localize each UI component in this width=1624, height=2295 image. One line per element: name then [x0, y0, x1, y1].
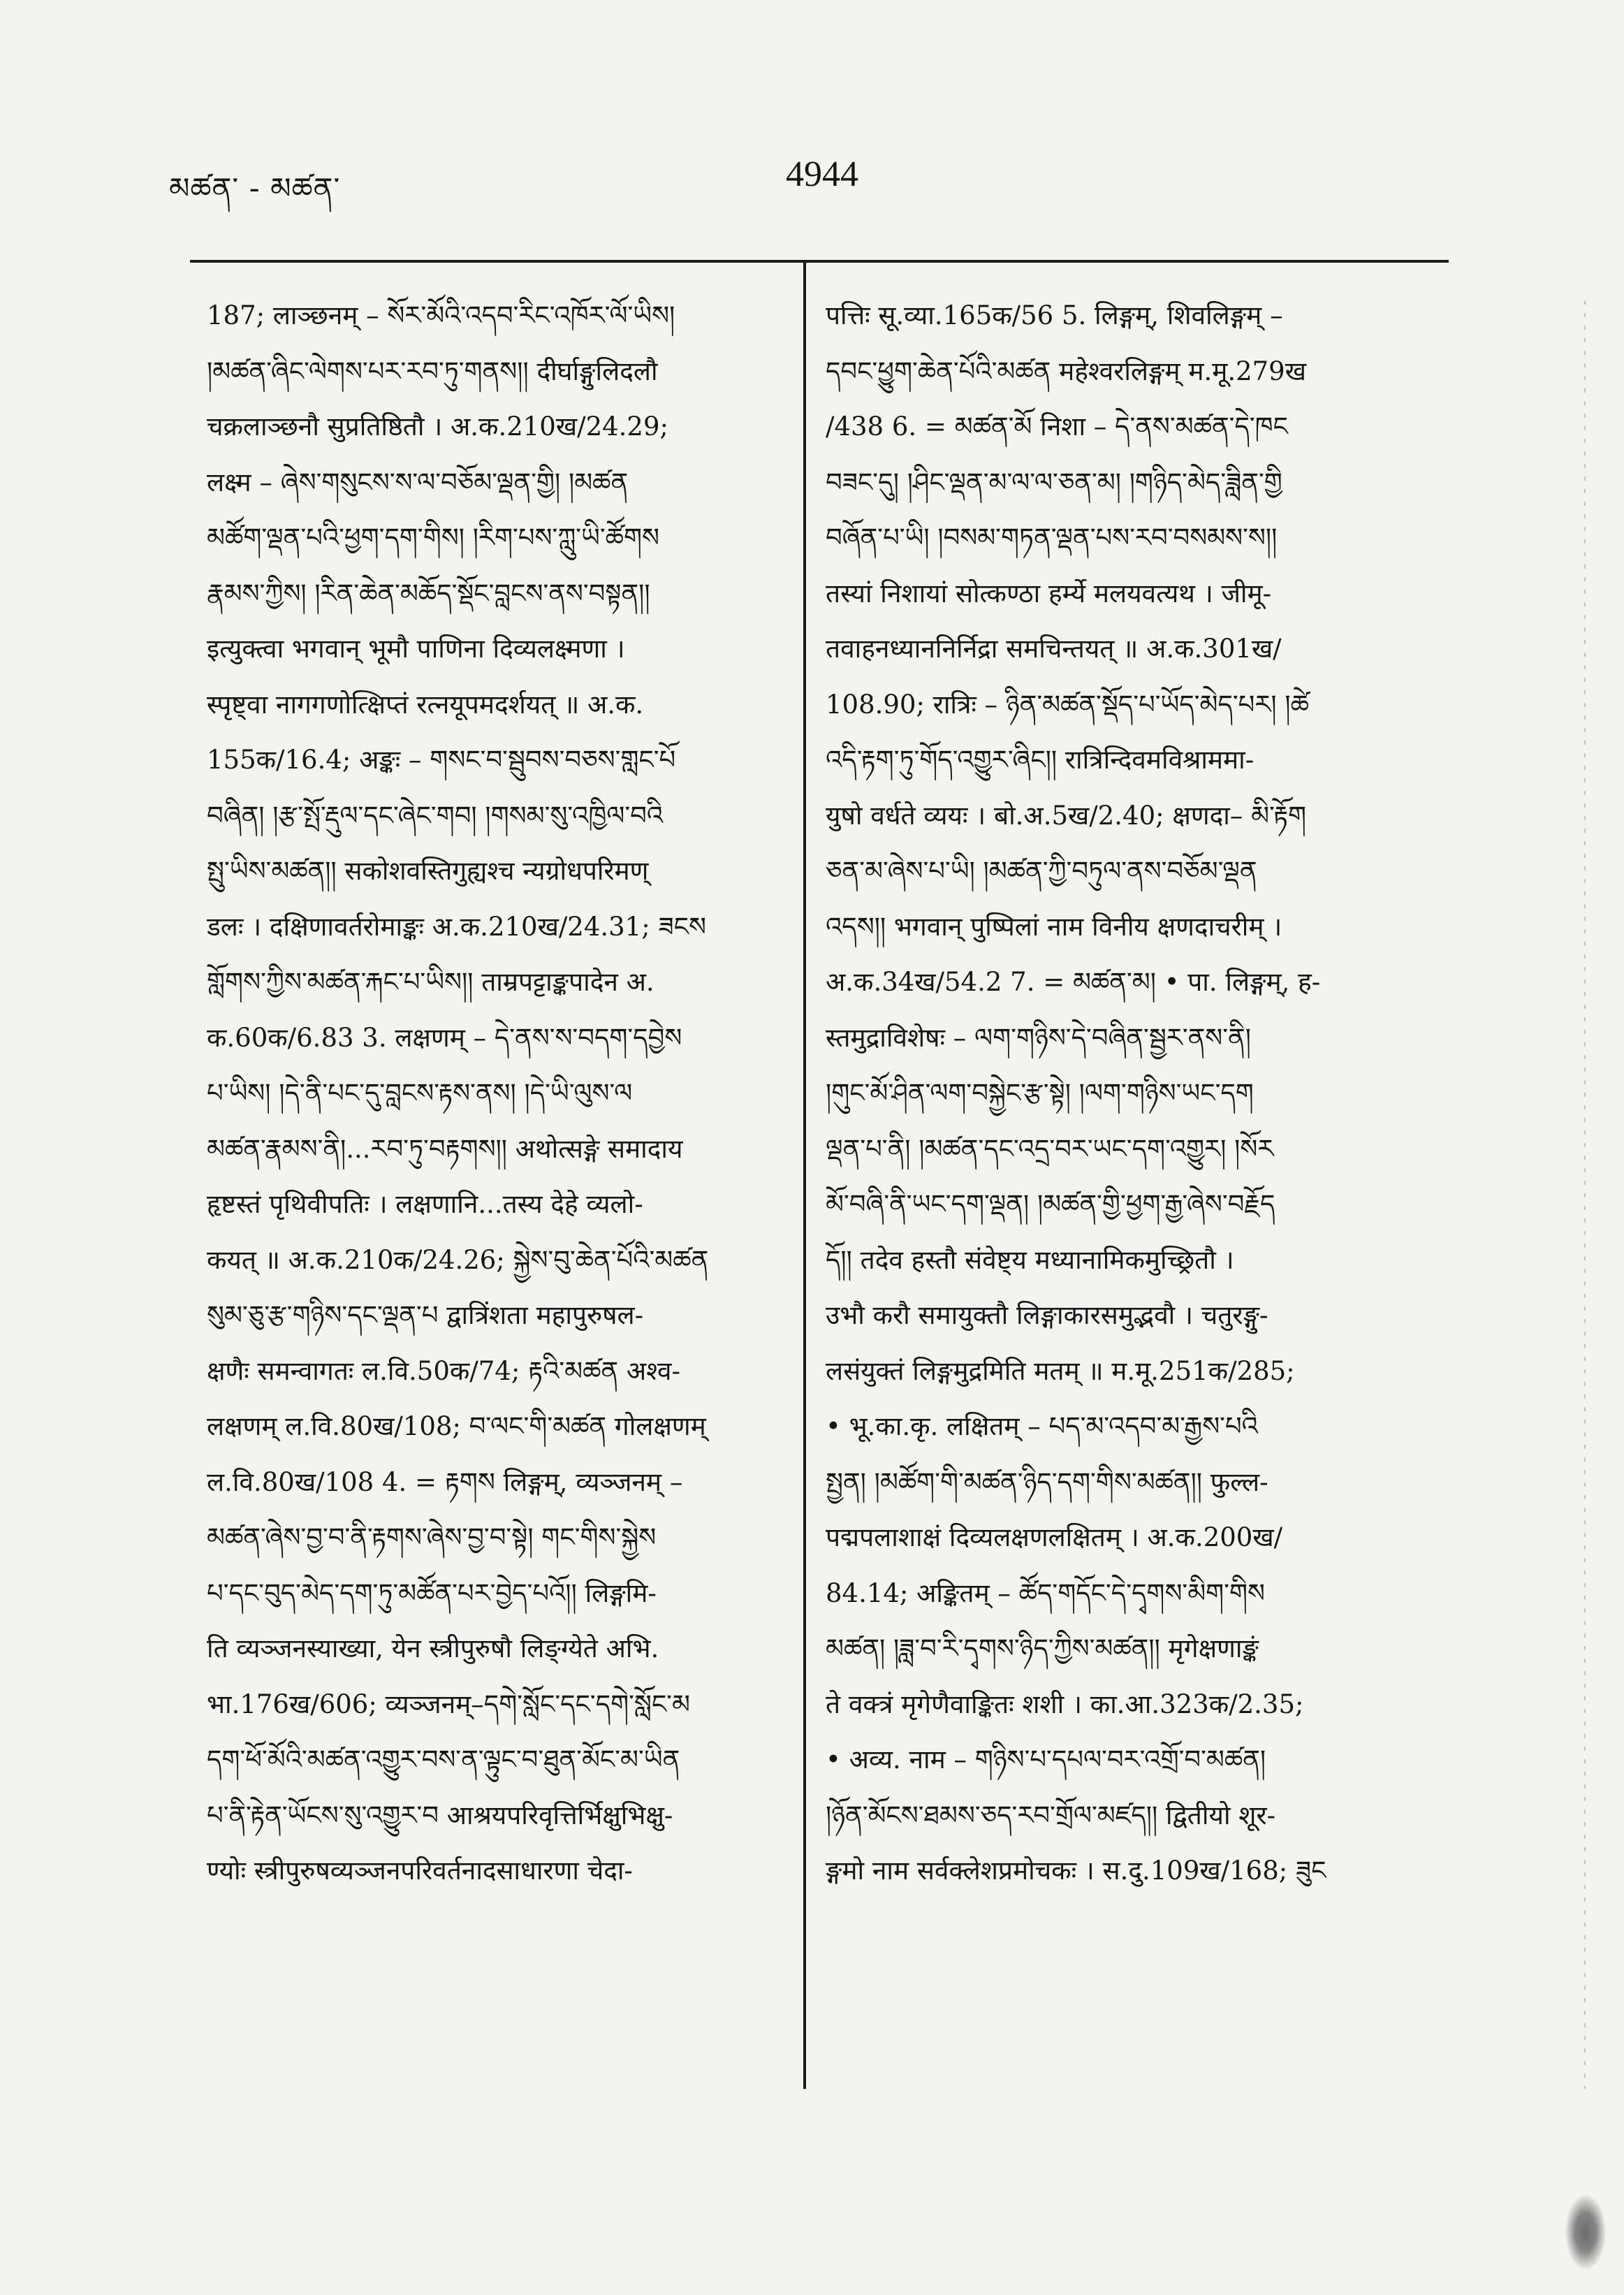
text-line: • अव्य. नाम – གཉིས་པ་དཔལ་བར་འགྲོ་བ་མཚན།	[826, 1744, 1266, 1775]
text-line: 84.14; अङ्कितम् – ཚོད་གདོང་དེ་དྭགས་མིག་གིས	[826, 1578, 1266, 1608]
text-line: /438 6. = མཚན་མོ निशा – དེ་ནས་མཚན་དེ་ཁང	[826, 411, 1288, 442]
text-line: པ་ནི་རྟེན་ཡོངས་སུ་འགྱུར་བ आश्रयपरिवृत्तिर्भिक्षुभिक्षु-	[207, 1800, 673, 1830]
text-line: མོ་བཞི་ནི་ཡང་དག་ལྡན། །མཚན་གྱི་ཕྱག་རྒྱ་ཞེས་བརྗོད	[826, 1189, 1275, 1219]
text-line: अ.क.34ख/54.2 7. = མཚན་མ། • पा. लिङ्गम्, ह-	[826, 967, 1321, 997]
text-line: क्षणैः समन्वागतः ल.वि.50क/74; རྟའི་མཚན अश्व-	[207, 1355, 680, 1386]
text-line: རྣམས་ཀྱིས། །རིན་ཆེན་མཆོད་སྡོང་བླངས་ནས་བསྟན།།	[207, 578, 650, 609]
text-line: 187; लाञ्छनम् – སོར་མོའི་འདབ་རིང་འཁོར་ལོ་ཡིས།	[207, 300, 675, 330]
text-line: ལྡན་པ་ནི། །མཚན་དང་འདྲ་བར་ཡང་དག་འགྱུར། །སོར	[826, 1133, 1274, 1164]
text-line: तवाहनध्याननिर्निद्रा समचिन्तयत् ॥ अ.क.301ख/	[826, 634, 1282, 664]
column-divider	[803, 260, 806, 2089]
text-line: བཟང་དུ། །ཤིང་ལྡན་མ་ལ་ལ་ཅན་མ། །གཉིད་མེད་ཟླིན་གྱི	[826, 467, 1282, 497]
text-line: 108.90; रात्रिः – ཉིན་མཚན་སྡོད་པ་ཡོད་མེད་པར། །ཚེ	[826, 689, 1309, 720]
page-number: 4944	[786, 154, 858, 194]
text-line: 155क/16.4; अङ्कः – གསང་བ་སྦུབས་བཅས་གླང་པོ	[207, 745, 676, 775]
running-head: མཚན་ - མཚན་	[169, 171, 341, 205]
text-line: डलः । दक्षिणावर्तरोमाङ्कः अ.क.210ख/24.31; ཟངས	[207, 911, 706, 942]
text-line: चक्रलाञ्छनौ सुप्रतिष्ठितौ । अ.क.210ख/24.29;	[207, 411, 668, 442]
text-line: དོ།། तदेव हस्तौ संवेष्ट्य मध्यानामिकमुच्छ्रितौ ।	[826, 1244, 1234, 1275]
text-line: །མཚན་ཞིང་ལེགས་པར་རབ་ཏུ་གནས།། दीर्घाङ्गुलिदलौ	[207, 356, 658, 386]
text-line: བཞིན། །རྩ་སྤོ་རྡུལ་དང་ཞེང་གབ། །གསམ་སུ་འཁྱིལ་བའི	[207, 800, 664, 831]
text-line: इत्युक्त्वा भगवान् भूमौ पाणिना दिव्यलक्ष्मणा ।	[207, 634, 625, 664]
text-line: लसंयुक्तं लिङ्गमुद्रमिति मतम् ॥ म.मू.251क/285;	[826, 1355, 1295, 1386]
text-line: ཅན་མ་ཞེས་པ་ཡི། །མཚན་ཀྱི་བཏུལ་ནས་བཅོམ་ལྡན	[826, 856, 1257, 886]
left-column	[207, 288, 787, 2076]
text-line: ल.वि.80ख/108 4. = རྟགས लिङ्गम्, व्यञ्जनम् –	[207, 1466, 683, 1497]
text-line: མཚན་ཞེས་བྱ་བ་ནི་རྟགས་ཞེས་བྱ་བ་སྟེ། གང་གིས་སྐྱེས	[207, 1522, 657, 1552]
text-line: उभौ करौ समायुक्तौ लिङ्गाकारसमुद्भवौ । चतुरङ्गु-	[826, 1300, 1268, 1330]
text-line: स्पृष्ट्वा नागगणोत्क्षिप्तं रत्नयूपमदर्शयत् ॥ अ.क.	[207, 689, 644, 720]
text-line: पद्मपलाशाक्षं दिव्यलक्षणलक्षितम् । अ.क.200ख/	[826, 1522, 1283, 1552]
text-line: ङ्गमो नाम सर्वक्लेशप्रमोचकः । स.दु.109ख/168; ཟུང	[826, 1856, 1326, 1886]
text-line: युषो वर्धते व्ययः । बो.अ.5ख/2.40; क्षणदा– མི་རྟོག	[826, 800, 1307, 831]
text-line: མཚན། །ཟླ་བ་རི་དྭགས་ཉིད་ཀྱིས་མཚན།། मृगेक्षणाङ्कं	[826, 1633, 1259, 1663]
text-line: འདི་རྟག་ཏུ་གོད་འགྱུར་ཞིང།། रात्रिन्दिवमविश्राममा-	[826, 745, 1254, 775]
text-line: དབང་ཕྱུག་ཆེན་པོའི་མཚན महेश्वरलिङ्गम् म.मू.279ख	[826, 356, 1306, 386]
text-line: स्तमुद्राविशेषः – ལག་གཉིས་དེ་བཞིན་སྦྱར་ནས་ནི།	[826, 1022, 1251, 1053]
text-line: མཚོག་ལྡན་པའི་ཕྱག་དག་གིས། །རིག་པས་ཀླུ་ཡི་ཚོགས	[207, 523, 660, 553]
text-line: भा.176ख/606; व्यञ्जनम्–དགེ་སློང་དང་དགེ་སློང་མ	[207, 1689, 690, 1719]
text-line: འདས།། भगवान् पुष्पिलां नाम विनीय क्षणदाचरीम् ।	[826, 911, 1282, 942]
text-line: ते वक्त्रं मृगेणैवाङ्कितः शशी । का.आ.323क/2.35;	[826, 1689, 1304, 1719]
text-line: སྤྱན། །མཚོག་གི་མཚན་ཉིད་དག་གིས་མཚན།། फुल्ल-	[826, 1466, 1268, 1497]
right-column	[826, 288, 1447, 2076]
text-line: लक्षणम् ल.वि.80ख/108; བ་ལང་གི་མཚན गोलक्षणम्	[207, 1411, 706, 1441]
text-line: དག་ཕོ་མོའི་མཚན་འགྱུར་བས་ན་ལྟུང་བ་ཐུན་མོང་མ་ཡིན	[207, 1744, 680, 1775]
text-line: བཞོན་པ་ཡི། །བསམ་གཏན་ལྡན་པས་རབ་བསམས་ས།།	[826, 523, 1278, 553]
text-line: པ་དང་བུད་མེད་དག་ཏུ་མཚོན་པར་བྱེད་པའོ།། लिङ्गमि-	[207, 1578, 657, 1608]
text-line: སྤུ་ཡིས་མཚན།། सकोशवस्तिगुह्यश्च न्यग्रोधपरिमण्	[207, 856, 649, 886]
text-line: • भू.का.कृ. लक्षितम् – པད་མ་འདབ་མ་རྒྱས་པའི	[826, 1411, 1258, 1441]
text-line: तस्यां निशायां सोत्कण्ठा हर्म्ये मलयवत्यथ । जीमू-	[826, 578, 1272, 609]
text-line: कयत् ॥ अ.क.210क/24.26; སྐྱེས་བུ་ཆེན་པོའི་མཚན	[207, 1244, 709, 1275]
text-line: क.60क/6.83 3. लक्षणम् – དེ་ནས་ས་བདག་དབྱེས	[207, 1022, 682, 1053]
text-line: མཚན་རྣམས་ནི།...རབ་ཏུ་བརྟགས།། अथोत्सङ्गे समादाय	[207, 1133, 683, 1164]
text-line: हृष्टस्तं पृथिवीपतिः । लक्षणानि...तस्य देहे व्यलो-	[207, 1189, 643, 1219]
text-line: ण्योः स्त्रीपुरुषव्यञ्जनपरिवर्तनादसाधारणा चेदा-	[207, 1856, 633, 1886]
text-line: ति व्यञ्जनस्याख्या, येन स्त्रीपुरुषौ लिङ्ग्येते अभि.	[207, 1633, 659, 1663]
text-line: སུམ་ཅུ་རྩ་གཉིས་དང་ལྡན་པ द्वात्रिंशता महापुरुषल-	[207, 1300, 644, 1330]
text-line: लक्ष्म – ཞེས་གསུངས་ས་ལ་བཅོམ་ལྡན་གྱི། །མཚན	[207, 467, 629, 497]
text-line: །ཉོན་མོངས་ཐམས་ཅད་རབ་གྲོལ་མཛད།། द्वितीयो शूर-	[826, 1800, 1276, 1830]
scan-corner-artifact	[1565, 2194, 1607, 2271]
scan-edge-artifact	[1584, 300, 1586, 2089]
text-line: གློགས་ཀྱིས་མཚན་རྐང་པ་ཡིས།། ताम्रपट्टाङ्कपादेन अ.	[207, 967, 654, 997]
text-line: །གུང་མོ་ཤིན་ལག་བསྐྱེང་རྩ་སྟེ། །ལག་གཉིས་ཡང་དག	[826, 1078, 1254, 1108]
header-rule	[190, 260, 1449, 263]
text-line: པ་ཡིས། །དེ་ནི་པང་དུ་བླངས་རྟས་ནས། །དེ་ཡི་ལུས་ལ	[207, 1078, 633, 1108]
text-line: पत्तिः सू.व्या.165क/56 5. लिङ्गम्, शिवलिङ्गम् –	[826, 300, 1283, 330]
